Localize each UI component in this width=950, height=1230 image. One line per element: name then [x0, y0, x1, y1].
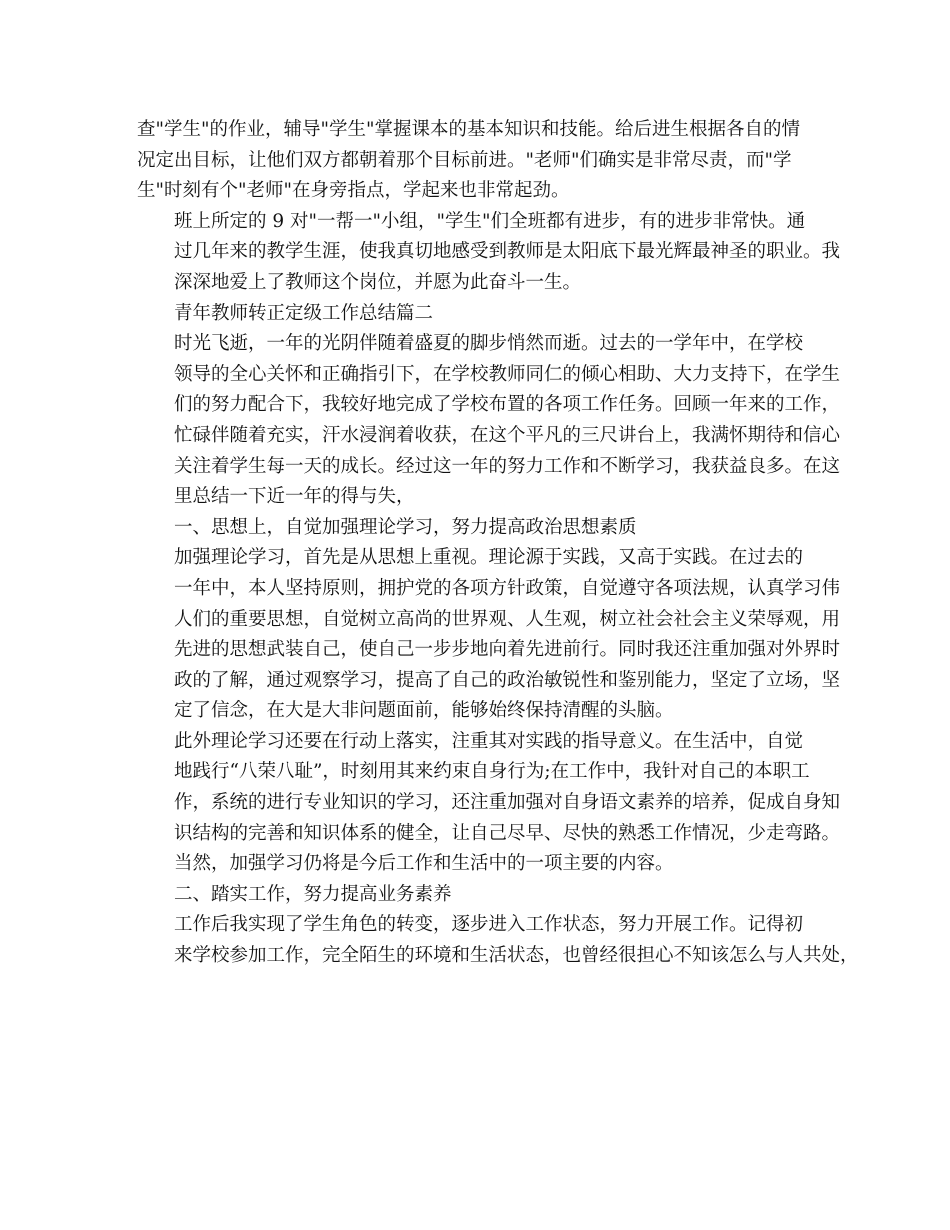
text-line: 来学校参加工作，完全陌生的环境和生活状态，也曾经很担心不知该怎么与人共处， [174, 945, 859, 967]
paragraph-2 [137, 207, 841, 299]
text-line: 班上所定的 9 对"一帮一"小组，"学生"们全班都有进步，有的进步非常快。通 [174, 210, 806, 232]
text-line: 时光飞逝，一年的光阴伴随着盛夏的脚步悄然而逝。过去的一学年中，在学校 [174, 333, 804, 355]
text-line: 一年中，本人坚持原则，拥护党的各项方针政策，自觉遵守各项法规，认真学习伟 [174, 577, 841, 599]
text-line: 定了信念，在大是大非问题面前，能够始终保持清醒的头脑。 [174, 700, 674, 722]
text-line: 忙碌伴随着充实，汗水浸润着收获，在这个平凡的三尺讲台上，我满怀期待和信心 [174, 424, 841, 446]
text-line: 里总结一下近一年的得与失， [174, 486, 415, 508]
paragraph-practice [137, 727, 841, 849]
text-line: 领导的全心关怀和正确指引下，在学校教师同仁的倾心相助、大力支持下，在学生 [174, 363, 841, 385]
text-line: 们的努力配合下，我较好地完成了学校布置的各项工作任务。回顾一年来的工作， [174, 394, 841, 416]
text-line: 生"时刻有个"老师"在身旁指点，学起来也非常起劲。 [137, 180, 570, 202]
text-line: 青年教师转正定级工作总结篇二 [174, 302, 434, 324]
text-line: 先进的思想武装自己，使自己一步步地向着先进前行。同时我还注重加强对外界时 [174, 639, 841, 661]
text-line: 深深地爱上了教师这个岗位，并愿为此奋斗一生。 [174, 271, 582, 293]
subheading-2 [137, 880, 827, 911]
paragraph-1 [137, 115, 827, 207]
paragraph-conclusion [137, 849, 827, 880]
subheading-1 [137, 513, 827, 544]
text-line: 人们的重要思想，自觉树立高尚的世界观、人生观，树立社会社会主义荣辱观，用 [174, 608, 841, 630]
text-line: 识结构的完善和知识体系的健全，让自己尽早、尽快的熟悉工作情况，少走弯路。 [174, 822, 841, 844]
section-title [137, 299, 827, 330]
text-line: 作，系统的进行专业知识的学习，还注重加强对自身语文素养的培养，促成自身知 [174, 792, 841, 814]
paragraph-work [137, 910, 859, 971]
text-line: 查"学生"的作业，辅导"学生"掌握课本的基本知识和技能。给后进生根据各自的情 [137, 119, 801, 140]
paragraph-theory [137, 543, 841, 727]
text-line: 此外理论学习还要在行动上落实，注重其对实践的指导意义。在生活中，自觉 [174, 730, 804, 752]
text-line: 一、思想上，自觉加强理论学习，努力提高政治思想素质 [174, 516, 637, 538]
text-line: 过几年来的教学生涯，使我真切地感受到教师是太阳底下最光辉最神圣的职业。我 [174, 241, 841, 263]
text-line: 政的了解，通过观察学习，提高了自己的政治敏锐性和鉴别能力，坚定了立场，坚 [174, 669, 841, 691]
text-line: 当然，加强学习仍将是今后工作和生活中的一项主要的内容。 [174, 853, 674, 875]
paragraph-intro [137, 329, 841, 513]
text-line: 二、踏实工作，努力提高业务素养 [174, 883, 452, 905]
text-line: 况定出目标，让他们双方都朝着那个目标前进。"老师"们确实是非常尽责，而"学 [137, 149, 792, 171]
document-body [137, 115, 859, 972]
text-line: 关注着学生每一天的成长。经过这一年的努力工作和不断学习，我获益良多。在这 [174, 455, 841, 477]
text-line: 地践行“八荣八耻”，时刻用其来约束自身行为;在工作中，我针对自己的本职工 [174, 761, 810, 783]
text-line: 工作后我实现了学生角色的转变，逐步进入工作状态，努力开展工作。记得初 [174, 914, 804, 936]
text-line: 加强理论学习，首先是从思想上重视。理论源于实践，又高于实践。在过去的 [174, 547, 804, 569]
